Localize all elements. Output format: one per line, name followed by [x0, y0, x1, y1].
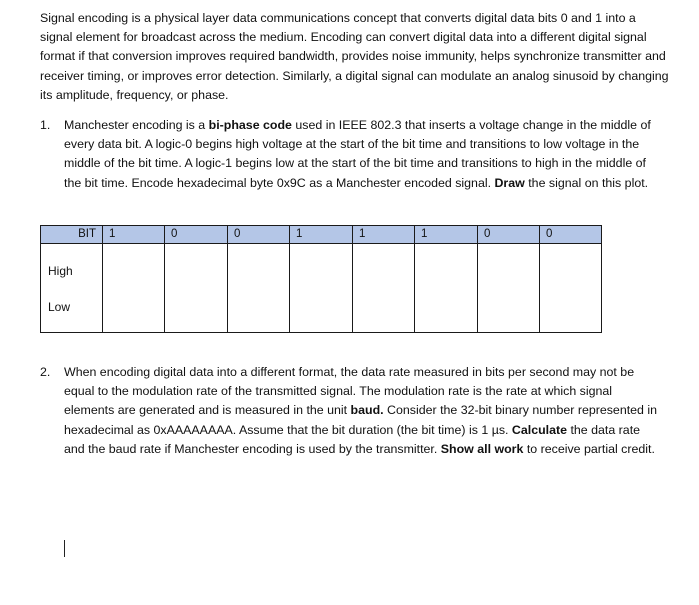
signal-cell[interactable] [103, 244, 165, 333]
question-1-text: Manchester encoding is a bi-phase code used in IEEE 802.3 that inserts a voltage change in the middle of every data bit. A logic-0 begins high voltage at the start of the bit time and transitions to low voltage in the middle of the bit time. A logic-1 begins low at the start of the bit time and transitions to high in the middle of the bit time. Encode hexadecimal byte 0x9C as a Manchester encoded signal. Draw the signal on this plot. [64, 118, 651, 190]
bit-cell: 1 [103, 226, 165, 244]
high-level-label: High [48, 264, 73, 278]
bit-cell: 1 [415, 226, 478, 244]
signal-cell[interactable] [415, 244, 478, 333]
plot-signal-row [41, 244, 602, 333]
question-2-number: 2. [40, 365, 51, 379]
manchester-plot-table [40, 225, 602, 333]
bit-cell: 0 [478, 226, 540, 244]
bit-cell: 0 [165, 226, 228, 244]
intro-paragraph: Signal encoding is a physical layer data communications concept that converts digital data bits 0 and 1 into a signal element for broadcast across the medium. Encoding can convert digital data into a different digital signal format if that conversion improves required bandwidth, provides noise immunity, helps synchronize transmitter and receiver timing, or improves error detection. Similarly, a digital signal can modulate an analog sinusoid by changing its amplitude, frequency, or phase. [40, 11, 669, 102]
bit-cell: 0 [228, 226, 290, 244]
low-level-label: Low [48, 300, 71, 314]
bit-cell: 1 [290, 226, 353, 244]
question-2-text: When encoding digital data into a different format, the data rate measured in bits per second may not be equal to the modulation rate of the transmitted signal. The modulation rate is the rate at which signal elements are generated and is measured in the unit baud. Consider the 32-bit binary number represented in hexadecimal as 0xAAAAAAAA. Assume that the bit duration (the bit time) is 1 µs. Calculate the data rate and the baud rate if Manchester encoding is used by the transmitter. Show all work to receive partial credit. [64, 365, 658, 456]
signal-cell[interactable] [290, 244, 353, 333]
plot-header-row [41, 226, 602, 244]
signal-cell[interactable] [540, 244, 602, 333]
bit-cell: 1 [353, 226, 415, 244]
bit-label: BIT [41, 226, 103, 244]
level-label-cell [41, 244, 103, 333]
bit-cell: 0 [540, 226, 602, 244]
signal-cell[interactable] [228, 244, 290, 333]
signal-cell[interactable] [353, 244, 415, 333]
signal-cell[interactable] [165, 244, 228, 333]
question-1-number: 1. [40, 118, 51, 132]
text-cursor[interactable] [64, 540, 65, 557]
signal-cell[interactable] [478, 244, 540, 333]
